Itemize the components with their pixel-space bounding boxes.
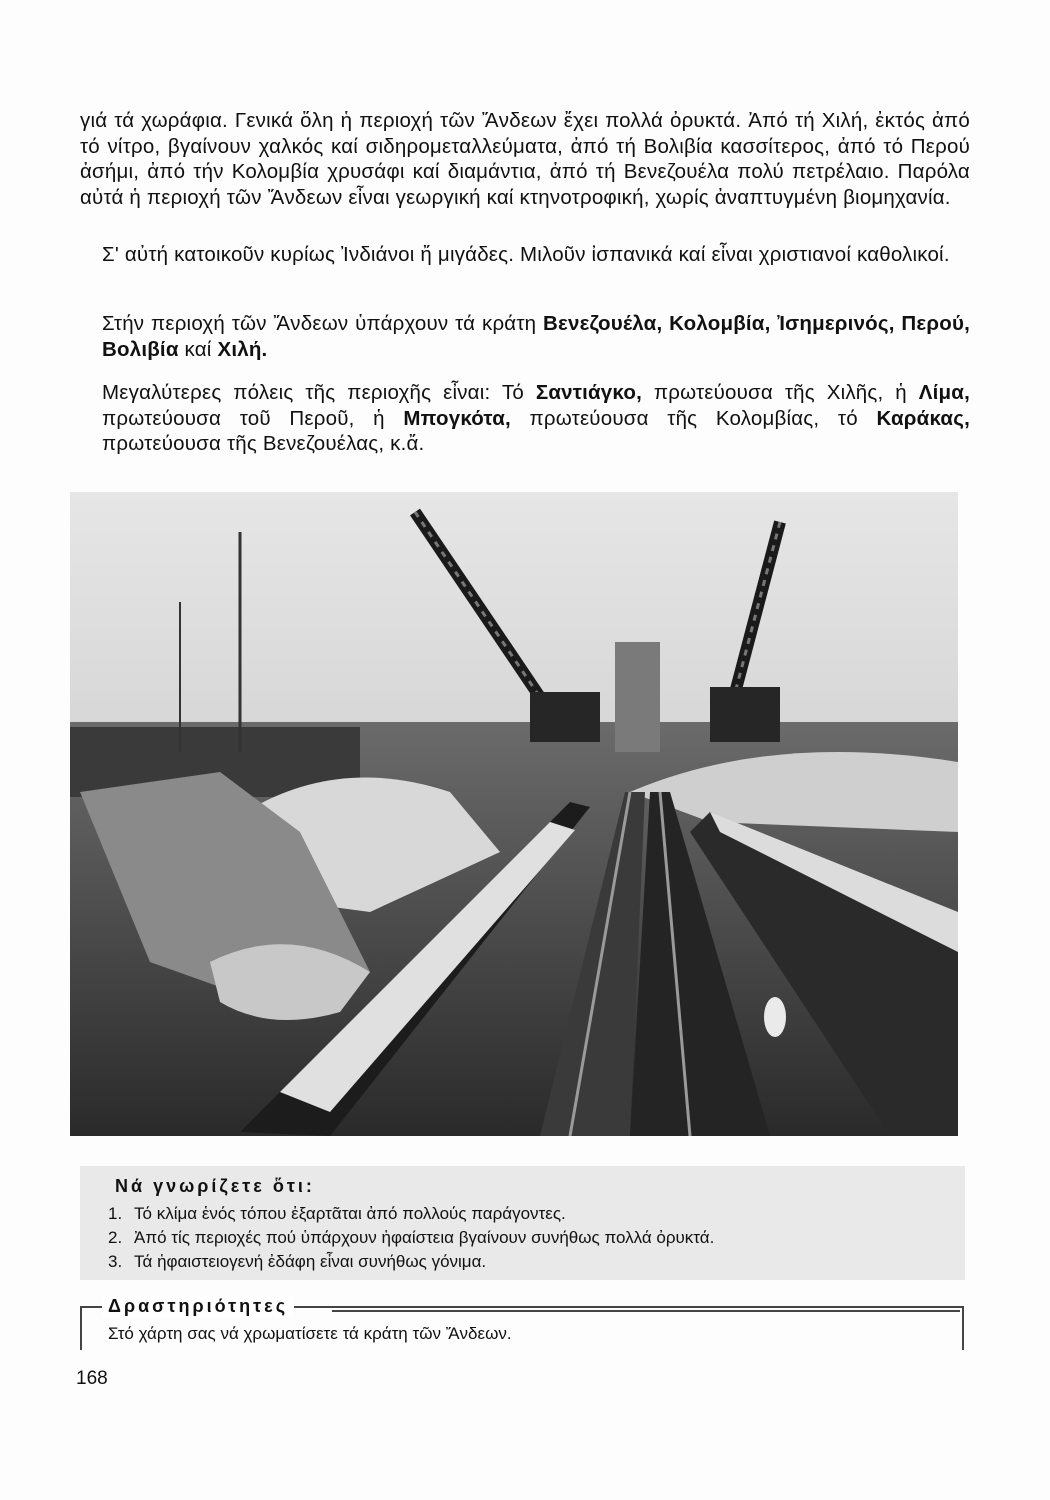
page-number: 168 bbox=[76, 1368, 108, 1389]
paragraph-population-text: Σ' αὐτή κατοικοῦν κυρίως Ἰνδιάνοι ἤ μιγάδες. Μιλοῦν ἰσπανικά καί εἶναι χριστιανοί καθολικοί. bbox=[102, 243, 950, 266]
city-santiago: Σαντιάγκο, bbox=[535, 381, 642, 404]
paragraph-states bbox=[80, 311, 970, 362]
paragraph-cities bbox=[80, 380, 970, 457]
activities-divider bbox=[332, 1310, 960, 1312]
know-list bbox=[108, 1202, 714, 1274]
paragraph-population bbox=[80, 242, 970, 268]
port-cranes-photo bbox=[70, 492, 958, 1136]
paragraph-minerals-text: γιά τά χωράφια. Γενικά ὅλη ἡ περιοχή τῶν Ἄνδεων ἔχει πολλά ὀρυκτά. Ἀπό τή Χιλή, ἐκτός ἀπό τό νίτρο, βγαίνουν χαλκός καί σιδηρομεταλλεύματα, ἀπό τή Βολιβία κασσίτερος, ἀπό τό Περού ἀσήμι, ἀπό τήν Κολομβία χρυσάφι καί διαμάντια, ἀπό τή Βενεζουέλα πολύ πετρέλαιο. Παρόλα αὐτά ἡ περιοχή τῶν Ἄνδεων εἶναι γεωργική καί κτηνοτροφική, χωρίς ἀναπτυγμένη βιομηχανία. bbox=[80, 109, 970, 209]
know-item-number: 3. bbox=[108, 1252, 123, 1271]
activities-title: Δραστηριότητες bbox=[102, 1296, 294, 1317]
know-box bbox=[80, 1166, 965, 1280]
know-item bbox=[108, 1250, 714, 1274]
city-santiago-desc: πρωτεύουσα τῆς Χιλῆς, ἡ bbox=[653, 381, 907, 404]
know-item bbox=[108, 1202, 714, 1226]
states-intro: Στήν περιοχή τῶν Ἄνδεων ὑπάρχουν τά κράτη bbox=[102, 312, 537, 335]
know-item-number: 2. bbox=[108, 1228, 123, 1247]
know-item bbox=[108, 1226, 714, 1250]
activities-text: Στό χάρτη σας νά χρωματίσετε τά κράτη τῶν Ἄνδεων. bbox=[108, 1324, 512, 1343]
states-last: Χιλή. bbox=[217, 337, 268, 361]
city-bogota: Μπογκότα, bbox=[403, 406, 511, 430]
know-item-number: 1. bbox=[108, 1204, 123, 1223]
know-title: Νά γνωρίζετε ὅτι: bbox=[115, 1176, 315, 1196]
city-caracas-desc: πρωτεύουσα τῆς Βενεζουέλας, κ.ἄ. bbox=[102, 432, 425, 455]
city-lima-desc: πρωτεύουσα τοῦ Περοῦ, ἡ bbox=[102, 406, 385, 430]
city-caracas: Καράκας, bbox=[876, 406, 970, 430]
states-list: Βενεζουέλα, Κολομβία, Ἰσημερινός, Περού, Βολιβία bbox=[102, 312, 970, 361]
city-bogota-desc: πρωτεύουσα τῆς Κολομβίας, τό bbox=[529, 406, 858, 430]
activities-box bbox=[80, 1296, 962, 1352]
port-cranes-illustration bbox=[70, 492, 958, 1136]
states-and: καί bbox=[184, 337, 212, 361]
know-item-text: Ἀπό τίς περιοχές πού ὑπάρχουν ἡφαίστεια βγαίνουν συνήθως πολλά ὀρυκτά. bbox=[134, 1228, 715, 1247]
know-item-text: Τό κλίμα ἑνός τόπου ἐξαρτᾶται ἀπό πολλούς παράγοντες. bbox=[134, 1204, 566, 1223]
city-lima: Λίμα, bbox=[918, 381, 970, 404]
paragraph-minerals bbox=[80, 108, 970, 210]
cities-intro: Μεγαλύτερες πόλεις τῆς περιοχῆς εἶναι: Τό bbox=[102, 381, 524, 404]
know-item-text: Τά ἡφαιστειογενή ἐδάφη εἶναι συνήθως γόνιμα. bbox=[134, 1252, 487, 1271]
